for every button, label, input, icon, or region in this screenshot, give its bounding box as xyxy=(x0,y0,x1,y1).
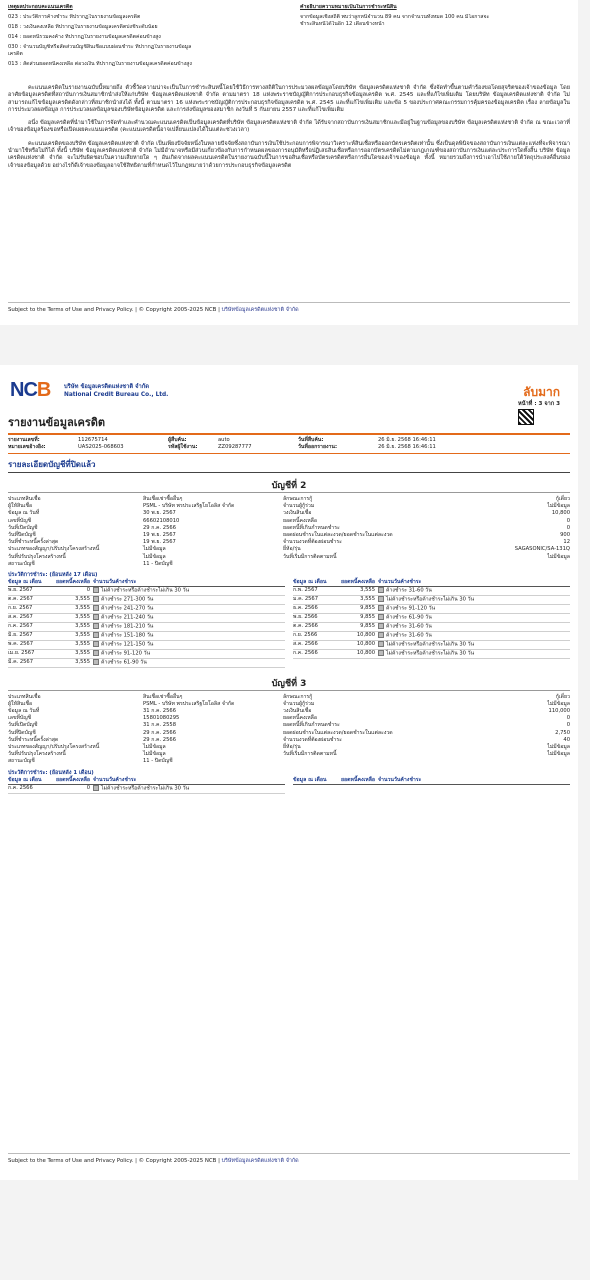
history-balance: 3,555 xyxy=(75,605,90,612)
detail-label: จำนวนงวดที่ต้องผ่อนชำระ xyxy=(283,736,342,743)
history-row xyxy=(293,605,570,614)
reasons-list xyxy=(8,14,278,68)
history-title: ประวัติการชำระ: (ย้อนหลัง 1 เดือน) xyxy=(8,769,94,776)
history-title: ประวัติการชำระ: (ย้อนหลัง 17 เดือน) xyxy=(8,572,98,579)
reason-item: เครดิต xyxy=(8,51,23,57)
status-box-icon xyxy=(93,650,99,656)
detail-label: สถานะบัญชี xyxy=(8,560,35,567)
history-status xyxy=(93,614,285,622)
history-row xyxy=(293,650,570,659)
history-month: ก.ค. 2566 xyxy=(8,785,33,792)
detail-label: ยอดหนี้คงเหลือ xyxy=(283,517,317,524)
history-status xyxy=(378,587,570,595)
company-name-en: National Credit Bureau Co., Ltd. xyxy=(64,392,169,398)
history-month: ก.ค. 2567 xyxy=(8,623,33,630)
history-status xyxy=(93,659,285,667)
history-row xyxy=(293,641,570,650)
history-status-text: ไม่ค้างชำระหรือค้างชำระไม่เกิน 30 วัน xyxy=(101,587,190,594)
history-balance: 3,555 xyxy=(75,631,90,638)
detail-label xyxy=(283,561,433,568)
history-status-text: ไม่ค้างชำระหรือค้างชำระไม่เกิน 30 วัน xyxy=(386,641,475,648)
history-balance: 3,555 xyxy=(75,596,90,603)
detail-label: วงเงินสินเชื่อ xyxy=(283,708,312,714)
account-block xyxy=(8,478,570,668)
history-row xyxy=(8,650,285,659)
account-details xyxy=(8,496,570,568)
detail-label: เลขที่บัญชี xyxy=(8,517,32,524)
meaning-heading: คำอธิบายความหมายเป็นในการชำระหนี้สิน xyxy=(300,4,397,10)
detail-label: วันที่เปิดบัญชี xyxy=(8,524,38,531)
detail-label: วงเงินสินเชื่อ xyxy=(283,510,312,517)
history-column xyxy=(8,579,285,668)
history-header-cell: ยอดหนี้คงเหลือ xyxy=(56,579,90,586)
detail-value: ไม่มีข้อมูล xyxy=(143,546,166,553)
status-box-icon xyxy=(378,650,384,656)
meaning-column xyxy=(300,4,570,71)
detail-label: ประเภทของสัญญา/ปรับปรุงโครงสร้างหนี้ xyxy=(8,744,100,751)
status-box-icon xyxy=(378,632,384,638)
status-box-icon xyxy=(378,587,384,593)
meta-label: วันที่สืบค้น: xyxy=(298,437,324,443)
detail-value xyxy=(433,561,570,568)
history-month: ก.ค. 2566 xyxy=(293,649,318,656)
history-row xyxy=(293,596,570,605)
history-status-text: ค้างชำระ 61-90 วัน xyxy=(101,659,147,666)
history-header-cell: จำนวนวันค้างชำระ xyxy=(378,776,422,783)
history-month: พ.ย. 2566 xyxy=(293,614,318,621)
detail-label: ยอดผ่อนชำระในแต่ละงวด/ยอดชำระในแต่ละงวด xyxy=(283,729,393,736)
detail-label: ลักษณะการกู้ xyxy=(283,496,313,502)
history-header-cell: ยอดหนี้คงเหลือ xyxy=(56,776,90,783)
status-box-icon xyxy=(93,659,99,665)
history-status-text: ค้างชำระ 241-270 วัน xyxy=(101,605,154,612)
detail-value: 30 พ.ย. 2567 xyxy=(143,510,176,517)
detail-value: PSML - บริษัท พรประเสริฐโยโอลิส จำกัด xyxy=(143,700,235,707)
detail-label: วันที่เริ่มมีการติดตามหนี้ xyxy=(283,751,337,758)
detail-value: 12 xyxy=(563,539,570,546)
history-column xyxy=(8,777,285,794)
accounts-container xyxy=(8,478,570,794)
detail-value: 11 - ปิดบัญชี xyxy=(143,560,173,567)
history-row xyxy=(8,623,285,632)
history-status-text: ค้างชำระ 121-150 วัน xyxy=(101,641,154,648)
history-row xyxy=(8,596,285,605)
status-box-icon xyxy=(378,641,384,647)
detail-label: ลักษณะการกู้ xyxy=(283,693,313,700)
meta-label: หมายเลขอ้างอิง: xyxy=(8,444,46,450)
detail-value: 66602108010 xyxy=(143,517,180,524)
detail-label: วันที่เริ่มมีการติดตามหนี้ xyxy=(283,553,337,560)
status-box-icon xyxy=(378,614,384,620)
history-status-text: ไม่ค้างชำระหรือค้างชำระไม่เกิน 30 วัน xyxy=(386,650,475,657)
history-month: ก.พ. 2567 xyxy=(293,587,318,594)
detail-label: วันที่ชำระหนี้ครั้งล่าสุด xyxy=(8,736,59,743)
detail-label xyxy=(283,758,433,765)
reasons-column xyxy=(8,4,278,71)
history-status xyxy=(378,605,570,613)
footer-text: Subject to the Terms of Use and Privacy Policy. | © Copyright 2005-2025 NCB | xyxy=(8,307,220,313)
payment-history xyxy=(8,777,570,794)
history-header-cell: จำนวนวันค้างชำระ xyxy=(93,579,137,586)
history-status-text: ค้างชำระ 31-60 วัน xyxy=(386,587,432,594)
detail-value: ไม่มีข้อมูล xyxy=(547,553,570,560)
reason-item: 018 : วงเงินคงเหลือ ที่ปรากฏในรายงานข้อมูลเครดิตบ่งชี้ระดับน้อย xyxy=(8,24,158,30)
detail-value: 29 ก.ค. 2566 xyxy=(143,729,177,736)
history-month: มิ.ย. 2567 xyxy=(8,631,33,638)
detail-label: ข้อมูล ณ วันที่ xyxy=(8,708,40,714)
reasons-heading: เหตุผลประกอบคะแนนเครดิต xyxy=(8,4,73,10)
report-date: 26 มิ.ย. 2568 16:46:11 xyxy=(378,444,436,450)
page-footer xyxy=(8,1153,570,1165)
account-title: บัญชีที่ 2 xyxy=(8,478,570,493)
meta-label: วันที่ออกรายงาน: xyxy=(298,444,338,450)
history-balance: 3,555 xyxy=(360,587,375,594)
detail-value: 0 xyxy=(566,517,570,524)
detail-value: 19 พ.ย. 2567 xyxy=(143,532,176,539)
reason-item: 014 : ยอดหนี้รวมคงค้าง ที่ปรากฏในรายงานข้อมูลเครดิตค่อนข้างสูง xyxy=(8,34,161,40)
detail-value: 29 ก.ค. 2566 xyxy=(143,736,177,743)
history-status-text: ค้างชำระ 91-120 วัน xyxy=(101,650,151,657)
history-header-cell: ยอดหนี้คงเหลือ xyxy=(341,776,375,783)
history-month: พ.ย. 2567 xyxy=(8,587,33,594)
status-box-icon xyxy=(378,623,384,629)
history-row xyxy=(8,614,285,623)
history-status-text: ไม่ค้างชำระหรือค้างชำระไม่เกิน 30 วัน xyxy=(386,596,475,603)
meta-label: รายงานเลขที่: xyxy=(8,437,40,443)
status-box-icon xyxy=(93,587,99,593)
detail-value: 40 xyxy=(563,736,570,743)
detail-value: 19 พ.ย. 2567 xyxy=(143,539,176,546)
detail-value: ไม่มีข้อมูล xyxy=(143,744,166,751)
reason-item: 030 : จำนวนบัญชีหรือสัดส่วนบัญชีสินเชื่อแบบผ่อนชำระ ที่ปรากฏในรายงานข้อมูล xyxy=(8,44,192,50)
detail-label: วันที่ปิดบัญชี xyxy=(8,532,36,539)
status-box-icon xyxy=(378,605,384,611)
history-status xyxy=(93,650,285,658)
detail-value: PSML - บริษัท พรประเสริฐโยโอลิส จำกัด xyxy=(143,503,235,510)
status-box-icon xyxy=(93,785,99,791)
detail-label: ผู้ให้สินเชื่อ xyxy=(8,503,33,510)
history-column xyxy=(293,777,570,794)
page-number: หน้าที่ : 3 จาก 3 xyxy=(518,401,560,407)
report-number: 112675714 xyxy=(78,437,108,443)
history-status xyxy=(93,605,285,613)
detail-value: ไม่มีข้อมูล xyxy=(547,751,570,758)
detail-value: 11 - ปิดบัญชี xyxy=(143,758,173,765)
history-balance: 3,555 xyxy=(360,596,375,603)
detail-value: 900 xyxy=(560,532,570,539)
status-box-icon xyxy=(93,614,99,620)
status-box-icon xyxy=(93,632,99,638)
member-ref: UAS2025-068603 xyxy=(78,444,124,450)
closed-accounts-title: รายละเอียดบัญชีที่ปิดแล้ว xyxy=(8,458,570,473)
account-block xyxy=(8,676,570,794)
history-balance: 9,855 xyxy=(360,623,375,630)
history-header-cell: จำนวนวันค้างชำระ xyxy=(93,776,137,783)
history-balance: 3,555 xyxy=(75,623,90,630)
detail-label: ข้อมูล ณ วันที่ xyxy=(8,510,40,517)
report-title: รายงานข้อมูลเครดิต xyxy=(8,416,106,429)
history-month: เม.ย. 2567 xyxy=(8,649,35,656)
meaning-line: จากข้อมูลเชิงสถิติ พบว่าลูกหนี้จำนวน 89 คน จากจำนวนทั้งหมด 100 คน มีโอกาสจะ xyxy=(300,14,490,20)
history-balance: 0 xyxy=(86,587,90,594)
detail-label: จำนวนผู้กู้ร่วม xyxy=(283,700,315,707)
meta-label: รหัสผู้ใช้งาน: xyxy=(168,444,198,450)
detail-label: ยี่ห้อ/รุ่น xyxy=(283,546,301,553)
history-status xyxy=(378,596,570,604)
history-row xyxy=(8,785,285,794)
status-box-icon xyxy=(93,596,99,602)
history-month: ต.ค. 2567 xyxy=(8,596,33,603)
report-page-3 xyxy=(0,365,578,1180)
history-status xyxy=(378,632,570,640)
history-row xyxy=(293,587,570,596)
detail-value xyxy=(433,758,570,765)
account-title: บัญชีที่ 3 xyxy=(8,676,570,691)
history-column xyxy=(293,579,570,668)
history-row xyxy=(293,632,570,641)
inquiry-date: 26 มิ.ย. 2568 16:46:11 xyxy=(378,437,436,443)
detail-value: SAGASONIC/SA-131Q xyxy=(514,546,570,553)
history-status-text: ค้างชำระ 271-300 วัน xyxy=(101,596,154,603)
history-header xyxy=(8,579,285,587)
history-status xyxy=(93,785,285,793)
report-page-2 xyxy=(0,0,578,325)
detail-value: 15801080295 xyxy=(143,715,180,722)
reason-item: 013 : สัดส่วนยอดหนี้คงเหลือ ต่อวงเงิน ที่ปรากฏในรายงานข้อมูลเครดิตค่อนข้างสูง xyxy=(8,61,192,67)
detail-label: สถานะบัญชี xyxy=(8,758,35,765)
detail-value: กู้เดี่ยว xyxy=(555,693,570,700)
detail-value: ไม่มีข้อมูล xyxy=(547,503,570,510)
history-month: ส.ค. 2566 xyxy=(293,640,318,647)
detail-label: ยอดผ่อนชำระในแต่ละงวด/ยอดชำระในแต่ละงวด xyxy=(283,532,393,539)
history-balance: 9,855 xyxy=(360,614,375,621)
history-balance: 10,800 xyxy=(356,649,375,656)
history-month: ส.ค. 2567 xyxy=(8,614,33,621)
history-status-text: ค้างชำระ 211-240 วัน xyxy=(101,614,154,621)
history-header-cell: ข้อมูล ณ เดือน xyxy=(293,579,327,586)
history-header-cell: ข้อมูล ณ เดือน xyxy=(8,776,42,783)
detail-value: 110,000 xyxy=(548,708,570,714)
history-status xyxy=(93,587,285,595)
footer-link[interactable]: บริษัทข้อมูลเครดิตแห่งชาติ จำกัด xyxy=(221,1158,299,1164)
history-month: ม.ค. 2567 xyxy=(293,596,319,603)
history-status xyxy=(93,641,285,649)
history-header xyxy=(293,777,570,785)
status-box-icon xyxy=(378,596,384,602)
detail-label: ยอดหนี้ที่เกินกำหนดชำระ xyxy=(283,524,340,531)
detail-label: ประเภทสินเชื่อ xyxy=(8,496,41,502)
detail-label: ยอดหนี้คงเหลือ xyxy=(283,715,317,722)
detail-label: ผู้ให้สินเชื่อ xyxy=(8,700,33,707)
history-row xyxy=(293,623,570,632)
history-row xyxy=(8,659,285,668)
detail-value: ไม่มีข้อมูล xyxy=(143,553,166,560)
detail-value: ไม่มีข้อมูล xyxy=(547,700,570,707)
history-status-text: ค้างชำระ 91-120 วัน xyxy=(386,605,436,612)
history-header-cell: ยอดหนี้คงเหลือ xyxy=(341,579,375,586)
history-header-cell: ข้อมูล ณ เดือน xyxy=(8,579,42,586)
history-month: ธ.ค. 2566 xyxy=(293,605,318,612)
detail-label: จำนวนผู้กู้ร่วม xyxy=(283,503,315,510)
report-header xyxy=(8,373,570,407)
history-header-cell: ข้อมูล ณ เดือน xyxy=(293,776,327,783)
history-status xyxy=(378,650,570,658)
history-row xyxy=(8,605,285,614)
history-balance: 0 xyxy=(86,785,90,792)
history-row xyxy=(8,632,285,641)
logo-text: NC xyxy=(10,379,37,401)
divider xyxy=(8,433,570,435)
score-reasons-section xyxy=(8,4,570,71)
detail-value: กู้เดี่ยว xyxy=(555,496,570,502)
detail-value: สินเชื่อเช่าซื้ออื่นๆ xyxy=(143,693,183,700)
ncb-logo xyxy=(10,379,50,402)
detail-label: วันที่ปรับปรุงโครงสร้างหนี้ xyxy=(8,751,66,758)
history-month: ก.ย. 2566 xyxy=(293,631,318,638)
history-row xyxy=(8,641,285,650)
payment-history xyxy=(8,579,570,668)
detail-label: วันที่ชำระหนี้ครั้งล่าสุด xyxy=(8,539,59,546)
history-balance: 3,555 xyxy=(75,649,90,656)
detail-label: เลขที่บัญชี xyxy=(8,715,32,722)
detail-label: วันที่เปิดบัญชี xyxy=(8,722,38,729)
status-box-icon xyxy=(93,623,99,629)
detail-value: 0 xyxy=(566,722,570,729)
detail-value: 31 ก.ค. 2558 xyxy=(143,722,177,729)
history-month: ต.ค. 2566 xyxy=(293,623,318,630)
detail-value: 0 xyxy=(566,524,570,531)
detail-value: 2,750 xyxy=(555,729,570,736)
page-footer xyxy=(8,302,570,314)
reason-item: 023 : ประวัติการค้างชำระ ที่ปรากฏในรายงานข้อมูลเครดิต xyxy=(8,14,141,20)
history-status-text: ค้างชำระ 31-60 วัน xyxy=(386,623,432,630)
detail-value: ไม่มีข้อมูล xyxy=(143,751,166,758)
report-meta xyxy=(8,437,570,451)
disclaimer-paragraph: คะแนนเครดิตในรายงานฉบับนี้หมายถึง ตัวชี้วัดความน่าจะเป็นในการชำระสินหนี้โดยใช้วิธีการทางสถิติในการประมวลผลข้อมูลโดยบริษัท ข้อมูลเครดิตแห่งชาติ จำกัด ซึ่งจัดทำขึ้นตามคำร้องขอโดยสุจริตของเจ้าของข้อมูล โดยอาศัยข้อมูลเครดิตที่สถาบันการเงินสมาชิกนำส่งให้แก่บริษัท ข้อมูลเครดิตแห่งชาติ จำกัด ตามมาตรา 18 แห่งพระราชบัญญัติการประกอบธุรกิจข้อมูลเครดิต พ.ศ. 2545 และที่แก้ไขเพิ่มเติม โดยบริษัท ข้อมูลเครดิตแห่งชาติ จำกัด ไม่สามารถแก้ไขข้อมูลเครดิตดังกล่าวที่สมาชิกนำส่งได้ ทั้งนี้ ตามมาตรา 16 แห่งพระราชบัญญัติการประกอบธุรกิจข้อมูลเครดิต พ.ศ. 2545 และที่แก้ไขเพิ่มเติม และข้อ 5 ของประกาศคณะกรรมการคุ้มครองข้อมูลเครดิต เรื่อง ลายข้อมูลในการประมวลผลข้อมูล การประมวลผลข้อมูลของบริษัทข้อมูลเครดิต และการส่งข้อมูลของสมาชิก ลงวันที่ 5 กันยายน 2557 และที่แก้ไขเพิ่มเติม xyxy=(8,85,570,113)
history-status-text: ค้างชำระ 61-90 วัน xyxy=(386,614,432,621)
detail-value: 31 ก.ค. 2566 xyxy=(143,708,177,714)
detail-value: 10,800 xyxy=(551,510,570,517)
account-details xyxy=(8,694,570,766)
history-balance: 10,800 xyxy=(356,640,375,647)
history-status xyxy=(93,596,285,604)
history-month: พ.ค. 2567 xyxy=(8,640,34,647)
history-status-text: ค้างชำระ 151-180 วัน xyxy=(101,632,154,639)
detail-label: จำนวนงวดที่ต้องผ่อนชำระ xyxy=(283,539,342,546)
history-row xyxy=(293,614,570,623)
history-balance: 10,800 xyxy=(356,631,375,638)
status-box-icon xyxy=(93,641,99,647)
status-box-icon xyxy=(93,605,99,611)
history-row xyxy=(8,587,285,596)
detail-label: ประเภทสินเชื่อ xyxy=(8,693,41,700)
history-status xyxy=(378,641,570,649)
history-month: ก.ย. 2567 xyxy=(8,605,33,612)
detail-value: 29 ก.ค. 2566 xyxy=(143,524,177,531)
history-status xyxy=(378,614,570,622)
history-month: มี.ค. 2567 xyxy=(8,658,34,665)
detail-label: วันที่ปรับปรุงโครงสร้างหนี้ xyxy=(8,553,66,560)
history-status xyxy=(378,623,570,631)
footer-link[interactable]: บริษัทข้อมูลเครดิตแห่งชาติ จำกัด xyxy=(221,307,299,313)
detail-value: ไม่มีข้อมูล xyxy=(547,744,570,751)
history-balance: 9,855 xyxy=(360,605,375,612)
divider xyxy=(8,453,570,454)
history-status-text: ค้างชำระ 31-60 วัน xyxy=(386,632,432,639)
footer-text: Subject to the Terms of Use and Privacy Policy. | © Copyright 2005-2025 NCB | xyxy=(8,1158,220,1164)
history-header xyxy=(8,777,285,785)
qr-code-icon xyxy=(518,409,534,425)
history-balance: 3,555 xyxy=(75,640,90,647)
company-name-th: บริษัท ข้อมูลเครดิตแห่งชาติ จำกัด xyxy=(64,384,150,390)
disclaimer-paragraph: อนึ่ง ข้อมูลเครดิตที่นำมาใช้ในการจัดทำและคำนวณคะแนนเครดิตเป็นข้อมูลเครดิตที่บริษัท ข้อมูลเครดิตแห่งชาติ จำกัด ได้รับจากสถาบันการเงินสมาชิกและมีอยู่ในฐานข้อมูลของบริษัท ข้อมูลเครดิตแห่งชาติ จำกัด ณ ขณะเวลาที่เจ้าของข้อมูลร้องขอหรือเปิดเผยคะแนนเครดิต (คะแนนเครดิตนี้อาจเปลี่ยนแปลงได้ในแต่ละช่วงเวลา) xyxy=(8,120,570,134)
history-status xyxy=(93,623,285,631)
inquirer: auto xyxy=(218,437,230,443)
history-balance: 3,555 xyxy=(75,614,90,621)
confidential-label: ลับมาก xyxy=(523,385,560,399)
detail-value: 0 xyxy=(566,715,570,722)
history-status xyxy=(93,632,285,640)
meta-label: ผู้สืบค้น: xyxy=(168,437,187,443)
company-name xyxy=(64,383,168,399)
detail-label: ประเภทของสัญญา/ปรับปรุงโครงสร้างหนี้ xyxy=(8,546,100,553)
user-code: ZZ09287777 xyxy=(218,444,252,450)
history-header xyxy=(293,579,570,587)
meaning-line: ชำระสินหนี้ได้ในอีก 12 เดือนข้างหน้า xyxy=(300,21,385,27)
detail-label: ยอดหนี้ที่เกินกำหนดชำระ xyxy=(283,722,340,729)
disclaimer-paragraph: คะแนนเครดิตของบริษัท ข้อมูลเครดิตแห่งชาติ จำกัด เป็นเพียงปัจจัยหนึ่งในหลายปัจจัยซึ่งสถาบันการเงินใช้ประกอบการพิจารณาวิเคราะห์สินเชื่อหรือออกบัตรเครดิตเท่านั้น ซึ่งเป็นดุลพินิจของสถาบันการเงินแต่ละแห่งที่จะพิจารณานำมาใช้หรือไม่ก็ได้ ทั้งนี้ บริษัท ข้อมูลเครดิตแห่งชาติ จำกัด ไม่มีอำนาจหรือมีส่วนเกี่ยวข้องกับการกำหนดผลของการอนุมัติหรือปฏิเสธสินเชื่อหรือการออกบัตรเครดิตไม่ตามกฎเกณฑ์ของสถาบันการเงินแต่ละประการใดทั้งสิ้น บริษัท ข้อมูลเครดิตแห่งชาติ จำกัด จะไม่รับผิดชอบในความเสียหายใด ๆ อันเกิดจากผลคะแนนเครดิตในรายงานฉบับนี้ในการขอสินเชื่อหรือบัตรเครดิตหรือการอื่นใดของเจ้าของข้อมูล ทั้งนี้ หมายรวมถึงการนำเอาไปใช้ภายใต้วัตถุประสงค์อื่นของเจ้าของข้อมูลด้วย อย่างไรก็ดีเจ้าของข้อมูลอาจใช้สิทธิตามที่กำหนดไว้ในกฎหมายว่าด้วยการประกอบธุรกิจข้อมูลเครดิต xyxy=(8,140,570,169)
detail-label: ยี่ห้อ/รุ่น xyxy=(283,744,301,751)
history-status-text: ค้างชำระ 181-210 วัน xyxy=(101,623,154,630)
history-status-text: ไม่ค้างชำระหรือค้างชำระไม่เกิน 30 วัน xyxy=(101,785,190,792)
history-header-cell: จำนวนวันค้างชำระ xyxy=(378,579,422,586)
detail-label: วันที่ปิดบัญชี xyxy=(8,729,36,736)
logo-accent: B xyxy=(36,379,51,401)
detail-value: สินเชื่อเช่าซื้ออื่นๆ xyxy=(143,496,183,502)
history-balance: 3,555 xyxy=(75,658,90,665)
